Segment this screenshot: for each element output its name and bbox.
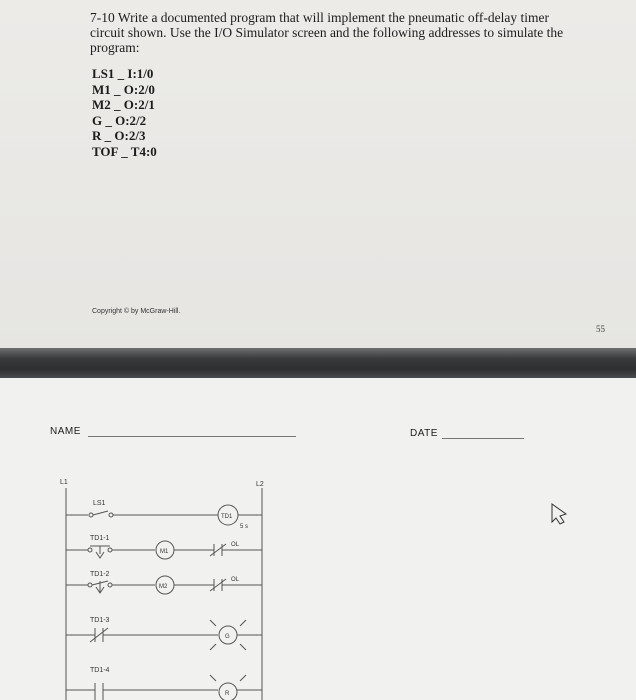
rail-l2-label: L2 [256, 481, 264, 488]
address-list [92, 66, 157, 159]
r-label: R [225, 691, 230, 697]
ls1-contact-terminal [89, 513, 93, 517]
ladder-diagram [0, 470, 636, 700]
td1-3-label: TD1-3 [90, 617, 110, 624]
g-label: G [225, 634, 230, 640]
problem-line-2: circuit shown. Use the I/O Simulator screen and the following addresses to simulate the [90, 25, 564, 40]
rail-l1-label: L1 [60, 479, 68, 486]
td1-4-contact [95, 683, 103, 700]
name-label: NAME [50, 426, 81, 437]
page-number: 55 [596, 324, 605, 334]
td1-preset-label: 5 s [240, 524, 249, 530]
copyright-notice: Copyright © by McGraw-Hill. [92, 308, 181, 315]
td1-2-contact [92, 581, 108, 593]
address-m1: M1 _ O:2/0 [92, 81, 155, 97]
td1-1-label: TD1-1 [90, 535, 110, 542]
address-r: R _ O:2/3 [92, 128, 146, 143]
ls1-label: LS1 [93, 500, 106, 507]
date-field-line [442, 438, 524, 439]
name-field-line [88, 436, 296, 437]
ol1-label: OL [231, 542, 240, 548]
ol2-label: OL [231, 577, 240, 583]
m2-label: M2 [159, 584, 168, 590]
td1-1-contact [90, 546, 110, 558]
date-label: DATE [410, 428, 438, 439]
address-m2: M2 _ O:2/1 [92, 97, 155, 112]
td1-4-label: TD1-4 [90, 667, 110, 674]
problem-statement [90, 10, 590, 55]
m1-label: M1 [160, 549, 169, 555]
ls1-limit-switch [93, 511, 108, 515]
page-divider-band [0, 348, 636, 378]
address-ls1: LS1 _ I:1/0 [92, 66, 154, 81]
td1-coil-label: TD1 [221, 514, 233, 520]
problem-line-1: 7-10 Write a documented program that will implement the pneumatic off-delay timer [90, 10, 549, 25]
cursor-arrow-icon [552, 504, 566, 524]
problem-line-3: program: [90, 40, 140, 55]
td1-2-label: TD1-2 [90, 571, 110, 578]
address-tof: TOF _ T4:0 [92, 143, 157, 159]
address-g: G _ O:2/2 [92, 112, 147, 128]
